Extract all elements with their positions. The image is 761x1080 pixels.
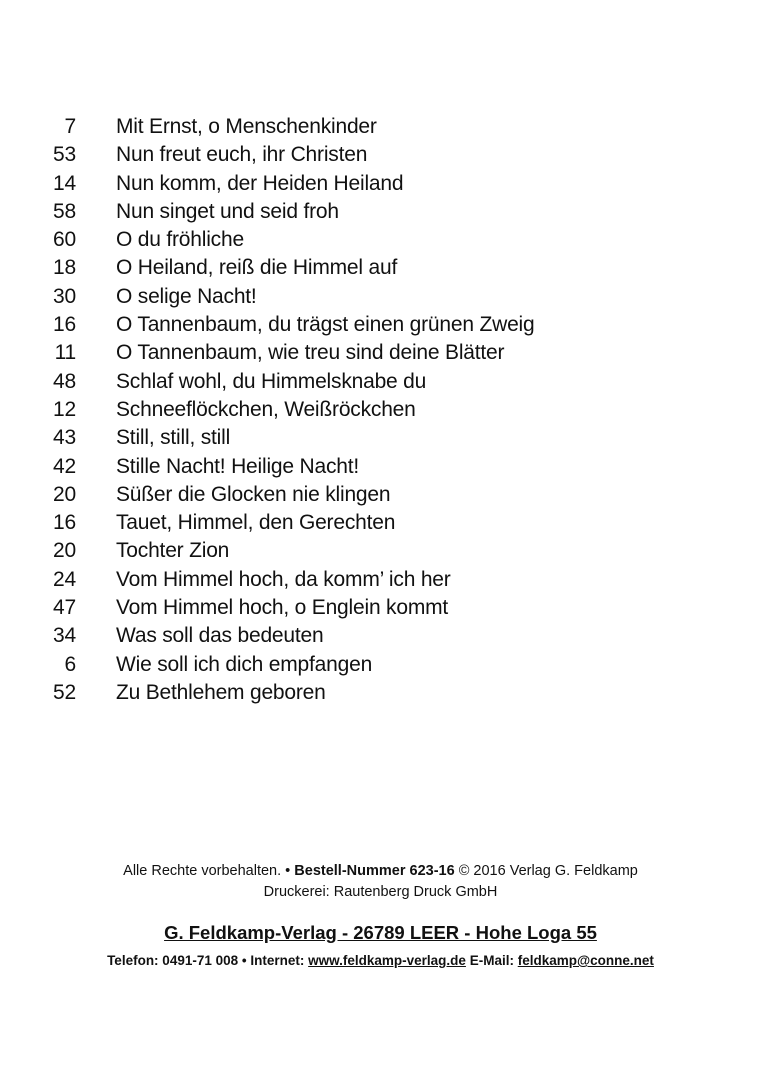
list-item (0, 594, 761, 622)
song-title: Was soll das bedeuten (116, 624, 324, 648)
song-page-number: 47 (53, 596, 76, 620)
song-page-number: 6 (64, 652, 76, 676)
song-title: O Tannenbaum, wie treu sind deine Blätter (116, 341, 505, 365)
song-title: Tauet, Himmel, den Gerechten (116, 511, 396, 535)
list-item (0, 622, 761, 650)
song-page-number: 52 (53, 680, 76, 704)
song-page-number: 12 (53, 397, 76, 421)
list-item (0, 226, 761, 254)
song-title: Vom Himmel hoch, da komm’ ich her (116, 567, 451, 591)
list-item (0, 113, 761, 141)
list-item (0, 254, 761, 282)
song-page-number: 58 (53, 199, 76, 223)
song-page-number: 20 (53, 482, 76, 506)
order-number: Bestell-Nummer 623-16 (294, 863, 455, 879)
song-page-number: 18 (53, 256, 76, 280)
list-item (0, 481, 761, 509)
song-title: Nun freut euch, ihr Christen (116, 143, 368, 167)
song-page-number: 30 (53, 284, 76, 308)
song-page-number: 60 (53, 228, 76, 252)
song-page-number: 16 (53, 511, 76, 535)
song-title: Süßer die Glocken nie klingen (116, 482, 391, 506)
song-page-number: 42 (53, 454, 76, 478)
song-page-number: 14 (53, 171, 76, 195)
phone-text: Telefon: 0491-71 008 • (107, 953, 247, 968)
song-title: Vom Himmel hoch, o Englein kommt (116, 596, 449, 620)
list-item (0, 537, 761, 565)
song-index-list (0, 113, 761, 707)
song-page-number: 48 (53, 369, 76, 393)
song-title: Nun singet und seid froh (116, 199, 339, 223)
email-label: E-Mail: (469, 953, 514, 968)
song-page-number: 24 (53, 567, 76, 591)
song-page-number: 43 (53, 426, 76, 450)
list-item (0, 339, 761, 367)
list-item (0, 198, 761, 226)
list-item (0, 566, 761, 594)
list-item (0, 141, 761, 169)
song-page-number: 53 (53, 143, 76, 167)
song-title: Wie soll ich dich empfangen (116, 652, 373, 676)
list-item (0, 311, 761, 339)
rights-reserved-text: Alle Rechte vorbehalten. • (123, 863, 291, 879)
song-page-number: 16 (53, 313, 76, 337)
list-item (0, 651, 761, 679)
song-title: Schlaf wohl, du Himmelsknabe du (116, 369, 427, 393)
rights-line (0, 861, 761, 881)
copyright-text: © 2016 Verlag G. Feldkamp (458, 863, 638, 879)
contact-line (0, 951, 761, 971)
song-title: O du fröhliche (116, 228, 244, 252)
song-title: O Tannenbaum, du trägst einen grünen Zweig (116, 313, 535, 337)
song-title: Schneeflöckchen, Weißröckchen (116, 397, 416, 421)
list-item (0, 424, 761, 452)
list-item (0, 170, 761, 198)
song-title: Zu Bethlehem geboren (116, 680, 326, 704)
song-title: Nun komm, der Heiden Heiland (116, 171, 404, 195)
song-page-number: 20 (53, 539, 76, 563)
song-page-number: 7 (64, 115, 76, 138)
list-item (0, 509, 761, 537)
song-title: Still, still, still (116, 426, 231, 450)
list-item (0, 453, 761, 481)
printer-line: Druckerei: Rautenberg Druck GmbH (263, 884, 498, 900)
song-title: O Heiland, reiß die Himmel auf (116, 256, 398, 280)
list-item (0, 396, 761, 424)
song-title: Tochter Zion (116, 539, 230, 563)
song-title: O selige Nacht! (116, 284, 257, 308)
song-title: Stille Nacht! Heilige Nacht! (116, 454, 360, 478)
list-item (0, 368, 761, 396)
internet-label: Internet: (250, 953, 305, 968)
song-page-number: 11 (54, 341, 76, 365)
publisher-address: G. Feldkamp-Verlag - 26789 LEER - Hohe Loga 55 (164, 922, 597, 943)
list-item (0, 283, 761, 311)
song-title: Mit Ernst, o Menschenkinder (116, 115, 377, 138)
list-item (0, 679, 761, 707)
website-link[interactable]: www.feldkamp-verlag.de (308, 953, 466, 968)
song-page-number: 34 (53, 624, 76, 648)
email-link[interactable]: feldkamp@conne.net (517, 953, 654, 968)
